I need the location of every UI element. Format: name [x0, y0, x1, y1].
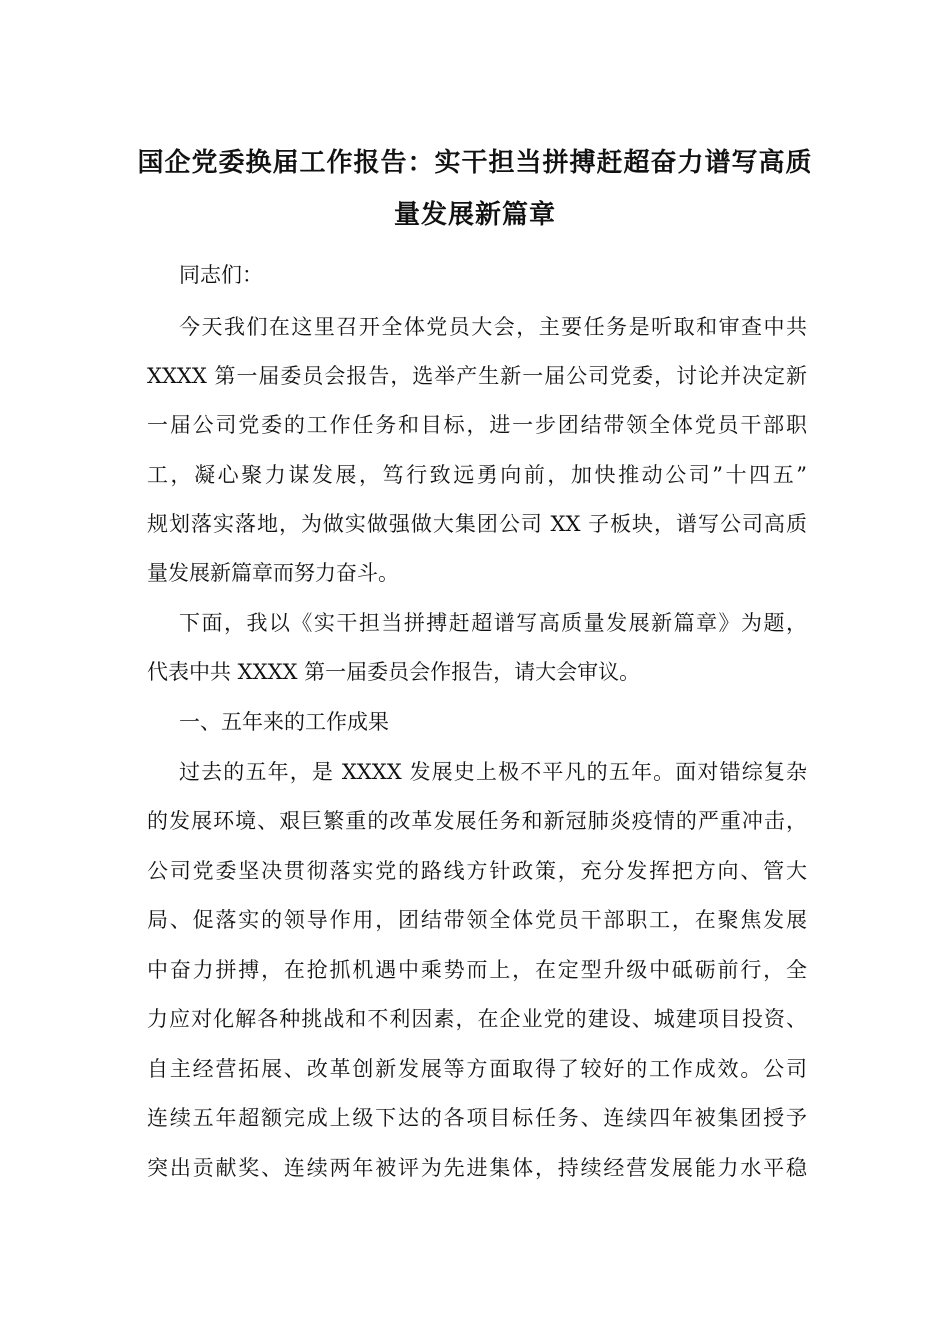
- section-heading: 一、五年来的工作成果: [179, 710, 389, 734]
- paragraph-line: 下面，我以《实干担当拼搏赶超谱写高质量发展新篇章》为题，: [179, 611, 807, 635]
- paragraph-line: 公司党委坚决贯彻落实党的路线方针政策，充分发挥把方向、管大: [147, 859, 807, 883]
- paragraph-line: 局、促落实的领导作用，团结带领全体党员干部职工，在聚焦发展: [147, 908, 807, 932]
- salutation: 同志们：: [179, 263, 263, 287]
- paragraph-line: 连续五年超额完成上级下达的各项目标任务、连续四年被集团授予: [147, 1106, 807, 1130]
- paragraph-line: 过去的五年，是 XXXX 发展史上极不平凡的五年。面对错综复杂: [179, 760, 807, 784]
- paragraph-line: 自主经营拓展、改革创新发展等方面取得了较好的工作成效。公司: [147, 1057, 807, 1081]
- paragraph-line: XXXX 第一届委员会报告，选举产生新一届公司党委，讨论并决定新: [147, 364, 807, 388]
- document-title-line-1: 国企党委换届工作报告：实干担当拼搏赶超奋力谱写高质: [137, 148, 813, 178]
- document-title-line-2: 量发展新篇章: [393, 200, 556, 230]
- paragraph-line: 代表中共 XXXX 第一届委员会作报告，请大会审议。: [147, 660, 641, 684]
- paragraph-line: 今天我们在这里召开全体党员大会，主要任务是听取和审查中共: [179, 315, 807, 339]
- paragraph-line: 突出贡献奖、连续两年被评为先进集体，持续经营发展能力水平稳: [147, 1156, 807, 1180]
- paragraph-line: 一届公司党委的工作任务和目标，进一步团结带领全体党员干部职: [147, 413, 807, 437]
- paragraph-line: 的发展环境、艰巨繁重的改革发展任务和新冠肺炎疫情的严重冲击，: [147, 809, 807, 833]
- paragraph-line: 力应对化解各种挑战和不利因素，在企业党的建设、城建项目投资、: [147, 1007, 807, 1031]
- paragraph-line: 规划落实落地，为做实做强做大集团公司 XX 子板块，谱写公司高质: [147, 512, 807, 536]
- paragraph-line: 量发展新篇章而努力奋斗。: [147, 561, 399, 585]
- paragraph-line: 工，凝心聚力谋发展，笃行致远勇向前，加快推动公司”十四五”: [147, 463, 807, 487]
- paragraph-line: 中奋力拼搏，在抢抓机遇中乘势而上，在定型升级中砥砺前行，全: [147, 958, 807, 982]
